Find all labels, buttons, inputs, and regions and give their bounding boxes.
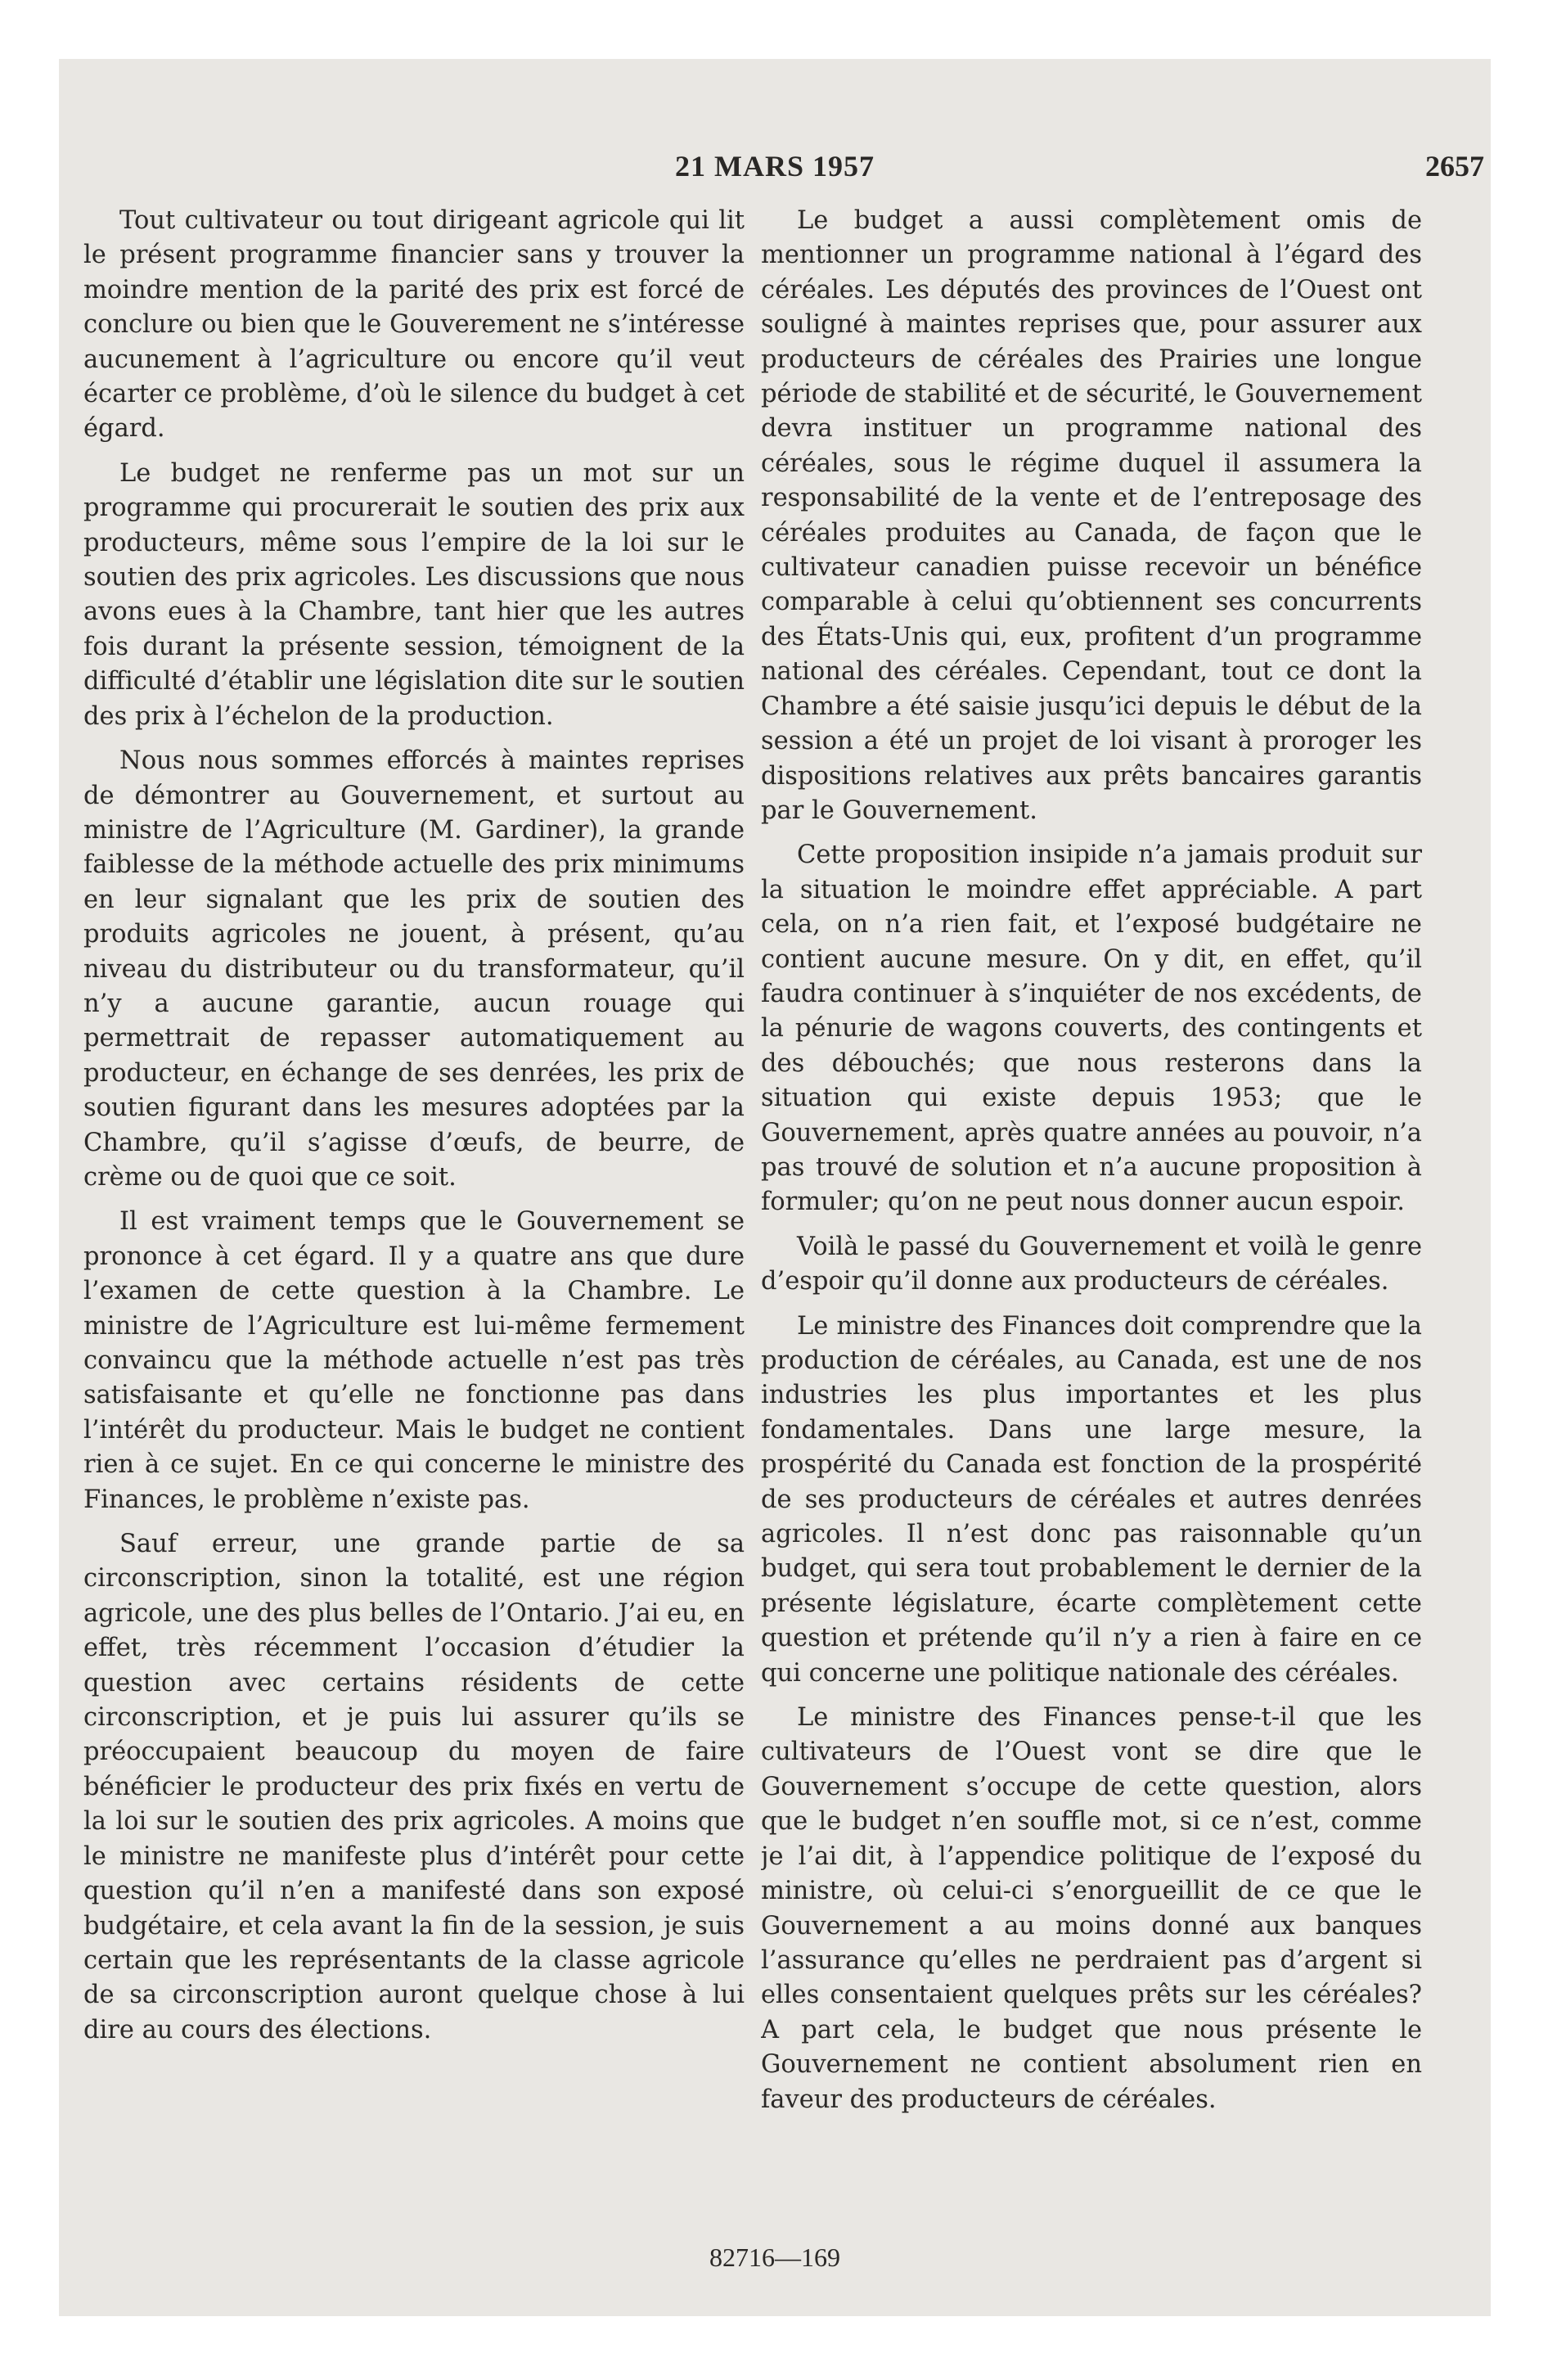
paragraph: Le ministre des Finances pense-t-il que les cultivateurs de l’Ouest vont se dire que le Gouvernement s’occupe de cette question, alors que le budget n’en souffle mot, si ce n’est, comme je l’ai dit, à l’appendice politique de l’exposé du ministre, où celui-ci s’enorgueillit de ce que le Gouvernement a au moins donné aux banques l’assurance qu’elles ne perdraient pas d’argent si elles consentaient quelques prêts sur les céréales? A part cela, le budget que nous présente le Gouvernement ne contient absolument rien en faveur des producteurs de céréales.	[761, 1703, 1422, 2114]
header-date: 21 MARS 1957	[675, 150, 875, 183]
paragraph: Voilà le passé du Gouvernement et voilà le genre d’espoir qu’il donne aux producteurs de céréales.	[761, 1232, 1422, 1296]
paragraph: Il est vraiment temps que le Gouvernement se prononce à cet égard. Il y a quatre ans que dure l’examen de cette question à la Chambre. Le ministre de l’Agriculture est lui-même fermement convaincu que la méthode actuelle n’est pas très satisfaisante et qu’elle ne fonctionne pas dans l’intérêt du producteur. Mais le budget ne contient rien à ce sujet. En ce qui concerne le ministre des Finances, le problème n’existe pas.	[83, 1207, 745, 1514]
paragraph: Le ministre des Finances doit comprendre que la production de céréales, au Canada, est une de nos industries les plus importantes et les plus fondamentales. Dans une large mesure, la prospérité du Canada est fonction de la prospérité de ses producteurs de céréales et autres denrées agricoles. Il n’est donc pas raisonnable qu’un budget, qui sera tout probablement le dernier de la présente législature, écarte complètement cette question et prétende qu’il n’y a rien à faire en ce qui concerne une politique nationale des céréales.	[761, 1311, 1422, 1688]
paragraph: Le budget ne renferme pas un mot sur un programme qui procurerait le soutien des prix aux producteurs, même sous l’empire de la loi sur le soutien des prix agricoles. Les discussions que nous avons eues à la Chambre, tant hier que les autres fois durant la présente session, témoignent de la difficulté d’établir une législation dite sur le soutien des prix à l’échelon de la production.	[83, 458, 745, 731]
paragraph: Le budget a aussi complètement omis de mentionner un programme national à l’égard des céréales. Les députés des provinces de l’Ouest ont souligné à maintes reprises que, pour assurer aux producteurs de céréales des Prairies une longue période de stabilité et de sécurité, le Gouvernement devra instituer un programme national des céréales, sous le régime duquel il assumera la responsabilité de la vente et de l’entreposage des céréales produites au Canada, de façon que le cultivateur canadien puisse recevoir un bénéfice comparable à celui qu’obtiennent ses concurrents des États-Unis qui, eux, profitent d’un programme national des céréales. Cependant, tout ce dont la Chambre a été saisie jusqu’ici depuis le début de la session a été un projet de loi visant à proroger les dispositions relatives aux prêts bancaires garantis par le Gouvernement.	[761, 206, 1422, 825]
paragraph: Cette proposition insipide n’a jamais produit sur la situation le moindre effet appréciable. A part cela, on n’a rien fait, et l’exposé budgétaire ne contient aucune mesure. On y dit, en effet, qu’il faudra continuer à s’inquiéter de nos excédents, de la pénurie de wagons couverts, des contingents et des débouchés; que nous resterons dans la situation qui existe depuis 1953; que le Gouvernement, après quatre années au pouvoir, n’a pas trouvé de solution et n’a aucune proposition à formuler; qu’on ne peut nous donner aucun espoir.	[761, 841, 1422, 1217]
left-column	[83, 204, 745, 2201]
paragraph: Nous nous sommes efforcés à maintes reprises de démontrer au Gouvernement, et surtout au ministre de l’Agriculture (M. Gardiner), la grande faiblesse de la méthode actuelle des prix minimums en leur signalant que les prix de soutien des produits agricoles ne jouent, à présent, qu’au niveau du distributeur ou du transformateur, qu’il n’y a aucune garantie, aucun rouage qui permettrait de repasser automatiquement au producteur, en échange de ses denrées, les prix de soutien figurant dans les mesures adoptées par la Chambre, qu’il s’agisse d’œufs, de beurre, de crème ou de quoi que ce soit.	[83, 746, 745, 1192]
page-header	[59, 149, 1491, 198]
page-number: 2657	[1425, 150, 1484, 183]
document-page	[59, 59, 1491, 2316]
footer-code: 82716—169	[709, 2243, 840, 2272]
paragraph: Sauf erreur, une grande partie de sa circonscription, sinon la totalité, est une région agricole, une des plus belles de l’Ontario. J’ai eu, en effet, très récemment l’occasion d’étudier la question avec certains résidents de cette circonscription, et je puis lui assurer qu’ils se préoccupaient beaucoup du moyen de faire bénéficier le producteur des prix fixés en vertu de la loi sur le soutien des prix agricoles. A moins que le ministre ne manifeste plus d’intérêt pour cette question qu’il n’en a manifesté dans son exposé budgétaire, et cela avant la fin de la session, je suis certain que les représentants de la classe agricole de sa circonscription auront quelque chose à lui dire au cours des élections.	[83, 1530, 745, 2044]
right-column	[761, 204, 1422, 2201]
paragraph: Tout cultivateur ou tout dirigeant agricole qui lit le présent programme financier sans y trouver la moindre mention de la parité des prix est forcé de conclure ou bien que le Gouverement ne s’intéresse aucunement à l’agriculture ou encore qu’il veut écarter ce problème, d’où le silence du budget à cet égard.	[83, 206, 745, 444]
